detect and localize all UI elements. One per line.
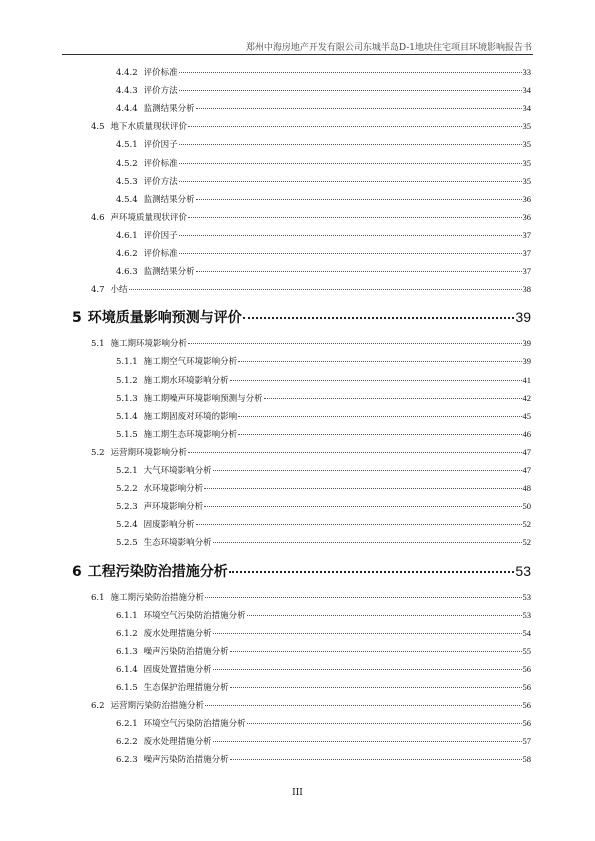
toc-entry-label [116,482,203,494]
toc-entry-label [91,446,187,458]
toc-entry-page: 41 [522,374,531,385]
toc-entry-title: 噪声污染防治措施分析 [143,755,229,766]
dot-leader [196,108,522,109]
toc-entry[interactable] [116,518,531,530]
toc-entry-label [116,410,237,422]
toc-entry-number: 6.1.1 [116,610,138,621]
dot-leader [264,398,522,399]
toc-entry-page: 35 [522,157,531,168]
toc-entry-number: 5 [72,310,82,327]
toc-entry-page: 37 [522,229,531,240]
toc-entry-number: 5.1.3 [116,393,138,404]
toc-entry-title: 评价标准 [143,249,178,259]
toc-entry[interactable] [116,681,531,693]
toc-entry-title: 大气环境影响分析 [143,466,212,476]
toc-entry[interactable] [116,609,531,621]
dot-leader [213,633,522,634]
toc-entry-page: 39 [522,338,531,349]
toc-entry-title: 废水处理措施分析 [143,628,212,639]
toc-entry-number: 5.1.2 [116,375,138,386]
dot-leader [196,199,522,200]
toc-entry-label [116,753,229,765]
toc-entry-number: 4.6.1 [116,230,138,241]
toc-entry-label [116,392,263,404]
toc-entry-number: 6 [72,563,82,580]
toc-entry-title: 生态环境影响分析 [143,538,212,549]
toc-entry-number: 6.1.5 [116,683,138,693]
toc-entry-title: 评价因子 [143,140,178,151]
toc-entry-page: 56 [522,682,531,692]
toc-entry-label [91,283,128,295]
toc-entry[interactable] [91,337,531,349]
toc-entry[interactable] [91,699,531,711]
toc-entry-label [116,663,212,675]
toc-entry-label [91,591,204,603]
toc-entry-page: 54 [522,627,531,638]
toc-entry-number: 4.7 [91,285,105,296]
dot-leader [213,542,522,543]
dot-leader [213,669,522,670]
toc-entry-title: 监测结果分析 [143,194,195,205]
toc-entry-page: 55 [522,645,531,656]
toc-entry[interactable] [116,753,531,765]
toc-entry[interactable] [116,66,531,78]
toc-entry-page: 50 [522,501,531,512]
toc-entry[interactable] [116,392,531,404]
toc-entry-number: 4.5.3 [116,176,138,187]
toc-entry-page: 35 [522,121,531,132]
dot-leader [179,144,522,145]
toc-entry-label [116,229,178,241]
dot-leader [238,416,521,417]
toc-entry-number: 5.2 [91,447,105,458]
dot-leader [205,705,521,706]
page-number: III [292,788,303,798]
toc-entry-page: 37 [522,248,531,258]
toc-entry-title: 地下水质量现状评价 [110,122,188,133]
toc-entry-number: 6.2.1 [116,719,138,730]
toc-entry-page: 39 [522,356,531,367]
toc-entry-number: 4.5.1 [116,140,138,151]
toc-entry-page: 42 [522,392,531,403]
toc-entry-label [91,699,204,711]
toc-entry-number: 5.1 [91,339,105,350]
toc-entry[interactable] [116,410,531,422]
toc-entry-page: 52 [522,537,531,548]
toc-entry[interactable] [116,500,531,512]
dot-leader [230,687,522,688]
toc-entry-title: 评价因子 [143,230,178,241]
dot-leader [188,343,521,344]
toc-entry-title: 环境质量影响预测与评价 [87,310,242,327]
toc-entry-title: 声环境质量现状评价 [110,212,188,223]
toc-entry-title: 固废处置措施分析 [143,664,212,675]
toc-entry-label [116,247,178,259]
dot-leader [196,271,522,272]
toc-entry-number: 5.2.3 [116,502,138,513]
toc-entry[interactable] [116,627,531,639]
toc-entry-label [116,518,195,530]
toc-entry-title: 小结 [110,285,128,296]
toc-entry-number: 4.6 [91,212,105,223]
toc-entry-label [116,355,237,367]
toc-entry[interactable] [116,464,531,476]
toc-entry-label [91,211,187,223]
toc-entry-number: 6.1 [91,592,105,603]
toc-entry-label [116,374,229,386]
toc-entry-number: 4.4.2 [116,68,138,78]
toc-entry-title: 评价标准 [143,68,178,78]
toc-entry[interactable] [116,84,531,96]
toc-entry-page: 45 [522,410,531,421]
toc-entry-title: 噪声污染防治措施分析 [143,646,229,657]
toc-entry-page: 36 [522,193,531,204]
dot-leader [238,434,521,435]
dot-leader [204,488,521,489]
toc-entry-title: 监测结果分析 [143,104,195,115]
toc-entry-label [116,464,212,476]
toc-entry[interactable] [116,428,531,440]
toc-entry-number: 4.5.2 [116,158,138,169]
toc-entry-number: 4.6.3 [116,267,138,278]
toc-entry-page: 53 [522,609,531,620]
dot-leader [179,235,522,236]
toc-entry-title: 施工期水环境影响分析 [143,375,229,386]
toc-entry-title: 工程污染防治措施分析 [87,563,228,580]
toc-entry[interactable] [116,102,531,114]
toc-entry-title: 废水处理措施分析 [143,737,212,748]
running-header: 郑州中海房地产开发有限公司东城半岛D-1地块住宅项目环境影响报告书 [245,43,532,53]
toc-entry-label [116,157,178,169]
toc-entry-page: 56 [522,663,531,674]
toc-entry-label [72,307,242,327]
dot-leader [213,741,522,742]
toc-entry-page: 34 [522,103,531,114]
toc-entry-label [72,561,228,581]
toc-entry-title: 环境空气污染防治措施分析 [143,719,246,730]
toc-entry[interactable] [91,120,531,132]
toc-entry-page: 38 [522,284,531,295]
toc-entry-title: 施工期空气环境影响分析 [143,357,238,368]
dot-leader [179,253,522,254]
dot-leader [238,361,521,362]
dot-leader [179,181,522,182]
toc-entry-label [116,175,178,187]
toc-entry-label [116,735,212,747]
dot-leader [229,571,515,573]
dot-leader [247,615,522,616]
toc-entry[interactable] [116,374,531,386]
toc-entry-label [116,138,178,150]
dot-leader [230,651,522,652]
toc-entry[interactable] [116,663,531,675]
toc-entry-title: 施工期污染防治措施分析 [110,592,205,603]
toc-entry-title: 固废影响分析 [143,520,195,531]
toc-entry-label [91,120,187,132]
dot-leader [188,217,521,218]
dot-leader [179,72,522,73]
toc-entry-title: 施工期环境影响分析 [110,339,188,350]
toc-entry-page: 53 [522,591,531,602]
toc-entry-title: 监测结果分析 [143,267,195,278]
toc-entry-label [116,265,195,277]
toc-entry-label [116,428,237,440]
toc-entry[interactable] [116,193,531,205]
dot-leader [188,126,521,127]
toc-entry-title: 施工期噪声环境影响预测与分析 [143,393,263,404]
toc-entry-number: 5.2.5 [116,538,138,549]
toc-entry-number: 4.6.2 [116,249,138,259]
toc-entry-number: 4.5 [91,122,105,133]
toc-entry-number: 6.2.3 [116,755,138,766]
toc-entry-title: 施工期生态环境影响分析 [143,429,238,440]
dot-leader [243,317,515,319]
toc-entry-page: 53 [515,562,531,579]
toc-entry-page: 33 [522,67,531,77]
toc-entry-title: 评价方法 [143,176,178,187]
dot-leader [204,506,521,507]
dot-leader [205,597,521,598]
toc-entry-page: 56 [522,718,531,729]
toc-entry-page: 36 [522,211,531,222]
header-rule [62,54,533,55]
dot-leader [213,470,522,471]
toc-entry-number: 4.4.4 [116,104,138,115]
toc-entry-number: 5.2.4 [116,520,138,531]
toc-entry-page: 52 [522,519,531,530]
toc-entry[interactable] [72,307,531,327]
toc-entry-page: 57 [522,736,531,747]
toc-entry[interactable] [116,138,531,150]
toc-entry[interactable] [116,247,531,259]
toc-entry-number: 5.2.1 [116,466,138,476]
toc-entry-number: 5.1.4 [116,411,138,422]
toc-entry-number: 4.5.4 [116,194,138,205]
toc-entry[interactable] [91,446,531,458]
toc-entry-number: 6.2 [91,701,105,712]
toc-entry-number: 6.1.4 [116,664,138,675]
toc-entry[interactable] [116,717,531,729]
toc-entry-page: 58 [522,754,531,765]
toc-entry-label [116,500,203,512]
dot-leader [247,723,522,724]
toc-entry[interactable] [91,283,531,295]
toc-entry[interactable] [116,482,531,494]
toc-entry[interactable] [91,591,531,603]
toc-entry-title: 环境空气污染防治措施分析 [143,610,246,621]
dot-leader [129,289,522,290]
toc-entry[interactable] [116,175,531,187]
toc-entry-title: 运营期污染防治措施分析 [110,701,205,712]
toc-entry-number: 5.1.5 [116,429,138,440]
toc-entry-page: 48 [522,483,531,494]
toc-entry-page: 39 [515,309,531,326]
toc-entry-label [116,717,246,729]
toc-entry-page: 47 [522,446,531,457]
toc-entry-title: 评价方法 [143,86,178,97]
toc-entry-number: 6.1.3 [116,646,138,657]
toc-entry-page: 47 [522,465,531,475]
toc-entry-title: 生态保护治理措施分析 [143,683,229,693]
toc-entry[interactable] [116,735,531,747]
toc-entry-label [116,536,212,548]
toc-entry-label [116,66,178,78]
toc-entry-label [116,681,229,693]
toc-entry-number: 6.2.2 [116,737,138,748]
toc-entry-title: 运营期环境影响分析 [110,447,188,458]
toc-entry-title: 水环境影响分析 [143,484,204,495]
toc-entry-label [116,193,195,205]
toc-entry[interactable] [116,157,531,169]
dot-leader [179,163,522,164]
toc-entry-label [116,84,178,96]
dot-leader [196,524,522,525]
toc-entry[interactable] [116,229,531,241]
toc-entry[interactable] [116,645,531,657]
toc-entry-title: 评价标准 [143,158,178,169]
toc-entry[interactable] [116,355,531,367]
dot-leader [188,452,521,453]
toc-entry-number: 6.1.2 [116,628,138,639]
toc-entry-number: 5.1.1 [116,357,138,368]
toc-entry[interactable] [72,561,531,581]
toc-entry-page: 37 [522,266,531,277]
toc-entry[interactable] [91,211,531,223]
toc-entry[interactable] [116,536,531,548]
toc-entry-title: 声环境影响分析 [143,502,204,513]
toc-entry-number: 4.4.3 [116,86,138,97]
toc-entry-label [116,102,195,114]
toc-entry-title: 施工期固废对环境的影响 [143,411,238,422]
toc-entry-label [116,627,212,639]
dot-leader [179,90,522,91]
toc-entry-page: 34 [522,85,531,96]
toc-entry[interactable] [116,265,531,277]
toc-entry-label [91,337,187,349]
dot-leader [230,759,522,760]
toc-entry-page: 56 [522,700,531,711]
dot-leader [230,380,522,381]
toc-entry-label [116,609,246,621]
toc-entry-page: 35 [522,139,531,150]
toc-entry-page: 35 [522,175,531,186]
toc-entry-label [116,645,229,657]
toc-entry-number: 5.2.2 [116,484,138,495]
toc-entry-page: 46 [522,428,531,439]
